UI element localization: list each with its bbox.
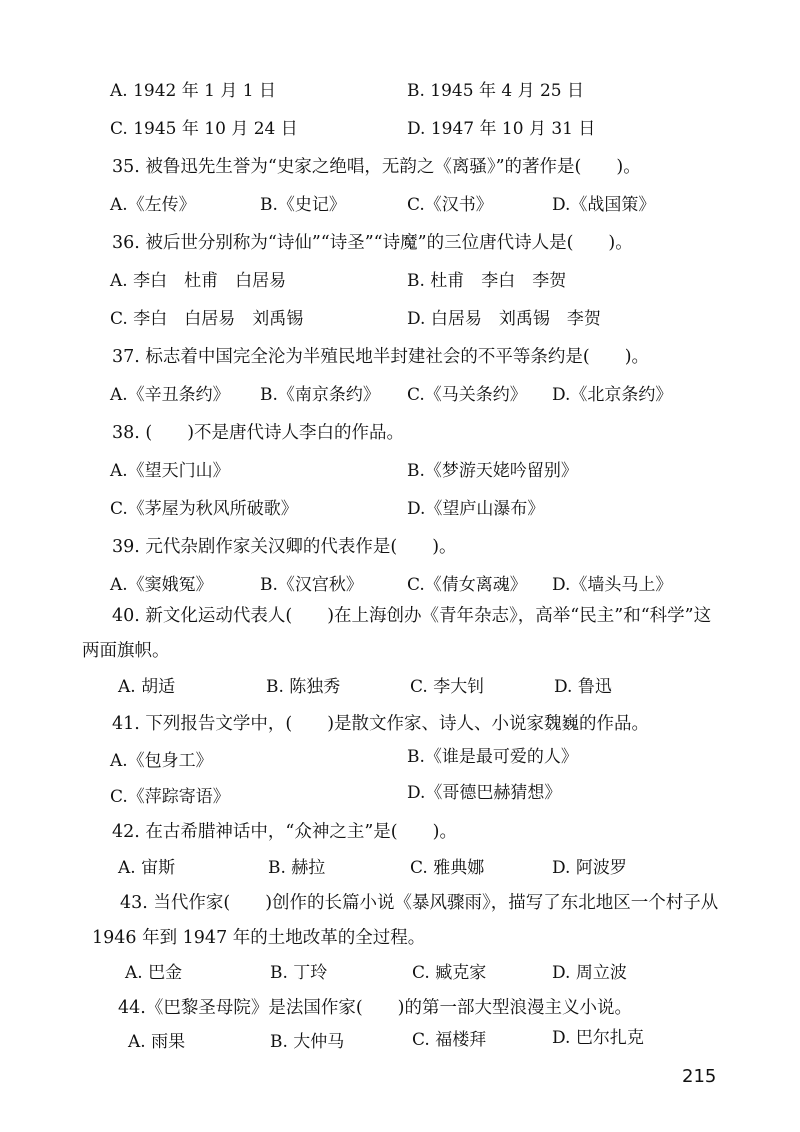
q43-option-c: C. 臧克家 [412,963,487,983]
q37-stem: 37. 标志着中国完全沦为半殖民地半封建社会的不平等条约是( )。 [112,347,650,367]
q42-option-d: D. 阿波罗 [552,858,627,878]
q35-option-a: A.《左传》 [110,195,196,215]
q36-option-a: A. 李白 杜甫 白居易 [110,271,287,291]
q35-option-d: D.《战国策》 [552,195,656,215]
q40-stem-line1: 40. 新文化运动代表人( )在上海创办《青年杂志》，高举“民主”和“科学”这 [112,606,712,626]
q42-stem: 42. 在古希腊神话中，“众神之主”是( )。 [112,822,457,842]
q35-stem: 35. 被鲁迅先生誉为“史家之绝唱，无韵之《离骚》”的著作是( )。 [112,157,641,177]
q44-option-c: C. 福楼拜 [412,1030,487,1050]
q39-option-c: C.《倩女离魂》 [407,575,527,595]
q40-option-c: C. 李大钊 [410,677,485,697]
q43-option-d: D. 周立波 [552,963,627,983]
q38-option-a: A.《望天门山》 [110,461,230,481]
q34-option-c: C. 1945 年 10 月 24 日 [110,119,298,139]
q36-option-b: B. 杜甫 李白 李贺 [407,271,567,291]
q44-stem: 44.《巴黎圣母院》是法国作家( )的第一部大型浪漫主义小说。 [118,998,632,1018]
q42-option-c: C. 雅典娜 [410,858,485,878]
q43-stem-line1: 43. 当代作家( )创作的长篇小说《暴风骤雨》，描写了东北地区一个村子从 [120,893,719,913]
q34-option-b: B. 1945 年 4 月 25 日 [407,81,585,101]
q34-option-a: A. 1942 年 1 月 1 日 [110,81,276,101]
q41-stem: 41. 下列报告文学中，( )是散文作家、诗人、小说家魏巍的作品。 [112,714,650,734]
q39-option-a: A.《窦娥冤》 [110,575,213,595]
q44-option-a: A. 雨果 [128,1032,186,1052]
q43-option-b: B. 丁玲 [270,963,328,983]
q41-option-a: A.《包身工》 [110,751,213,771]
q41-option-c: C.《萍踪寄语》 [110,787,230,807]
page-number: 215 [682,1066,717,1087]
q41-option-b: B.《谁是最可爱的人》 [407,747,578,767]
q37-option-b: B.《南京条约》 [260,385,380,405]
q42-option-b: B. 赫拉 [268,858,326,878]
q40-option-b: B. 陈独秀 [266,677,341,697]
q39-option-b: B.《汉宫秋》 [260,575,363,595]
q42-option-a: A. 宙斯 [118,858,176,878]
q40-option-a: A. 胡适 [118,677,176,697]
q39-option-d: D.《墙头马上》 [552,575,673,595]
q39-stem: 39. 元代杂剧作家关汉卿的代表作是( )。 [112,537,457,557]
q36-stem: 36. 被后世分别称为“诗仙”“诗圣”“诗魔”的三位唐代诗人是( )。 [112,233,633,253]
q43-option-a: A. 巴金 [125,963,183,983]
q36-option-c: C. 李白 白居易 刘禹锡 [110,309,304,329]
q44-option-b: B. 大仲马 [270,1032,345,1052]
q37-option-c: C.《马关条约》 [407,385,527,405]
q38-option-b: B.《梦游天姥吟留别》 [407,461,578,481]
q35-option-b: B.《史记》 [260,195,346,215]
q34-option-d: D. 1947 年 10 月 31 日 [407,119,596,139]
q40-stem-line2: 两面旗帜。 [82,641,170,661]
q44-option-d: D. 巴尔扎克 [552,1028,644,1048]
q43-stem-line2: 1946 年到 1947 年的土地改革的全过程。 [92,928,426,948]
q38-option-d: D.《望庐山瀑布》 [407,499,545,519]
q41-option-d: D.《哥德巴赫猜想》 [407,783,562,803]
q37-option-d: D.《北京条约》 [552,385,673,405]
q38-option-c: C.《茅屋为秋风所破歌》 [110,499,298,519]
q38-stem: 38. ( )不是唐代诗人李白的作品。 [112,423,405,443]
q35-option-c: C.《汉书》 [407,195,493,215]
q36-option-d: D. 白居易 刘禹锡 李贺 [407,309,601,329]
q40-option-d: D. 鲁迅 [554,677,612,697]
q37-option-a: A.《辛丑条约》 [110,385,230,405]
